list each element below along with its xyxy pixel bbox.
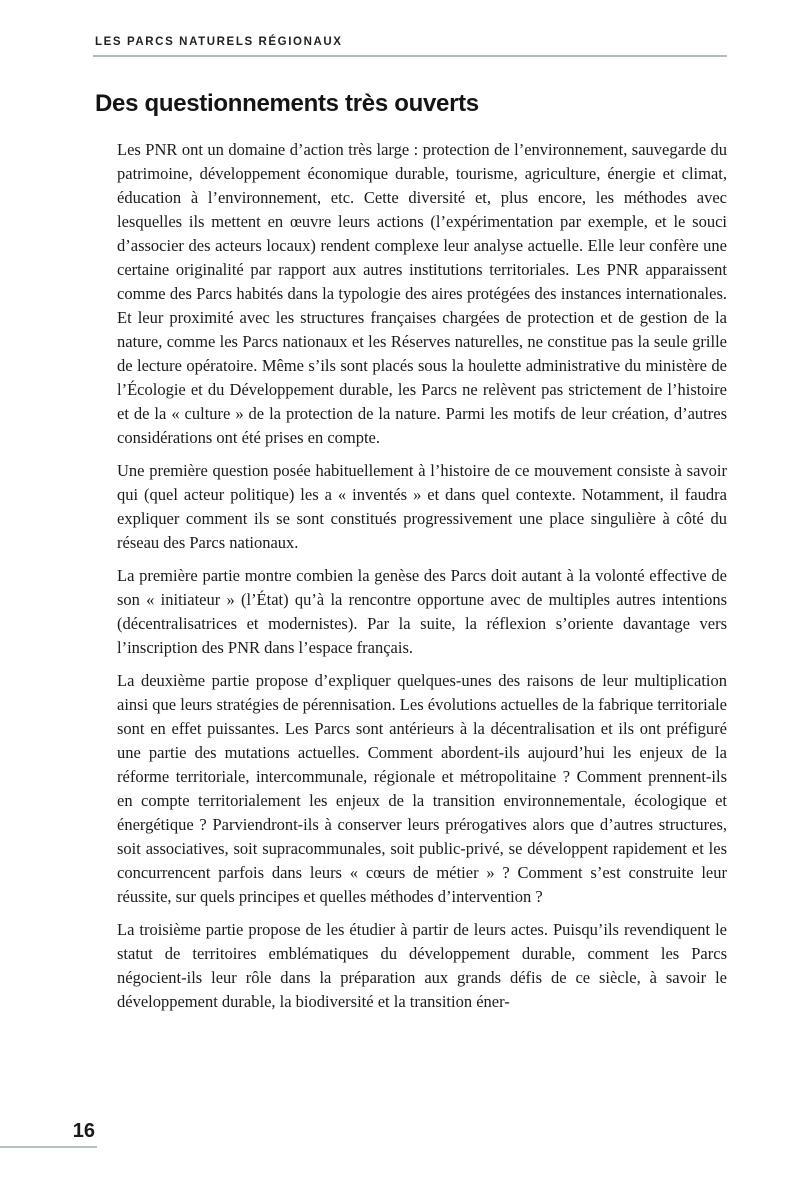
paragraph-5: La troisième partie propose de les étudier à partir de leurs actes. Puisqu’ils revendiquent le statut de territoires emblématiques du développement durable, comment les Parcs négocient-ils leur rôle dans la préparation aux grands défis de ce siècle, à savoir le développement durable, la biodiversité et la transition éner- xyxy=(117,920,727,1011)
section-title: Des questionnements très ouverts xyxy=(95,90,479,117)
running-header: LES PARCS NATURELS RÉGIONAUX xyxy=(95,36,343,48)
paragraph-1: Les PNR ont un domaine d’action très large : protection de l’environnement, sauvegarde du patrimoine, développement économique durable, tourisme, agriculture, énergie et climat, éducation à l’environnement, etc. Cette diversité et, plus encore, les méthodes avec lesquelles ils mettent en œuvre leurs actions (l’expérimentation par exemple, et le souci d’associer des acteurs locaux) rendent complexe leur analyse actuelle. Elle leur confère une certaine originalité par rapport aux autres institutions territoriales. Les PNR apparaissent comme des Parcs habités dans la typologie des aires protégées des instances internationales. Et leur proximité avec les structures françaises chargées de protection et de gestion de la nature, comme les Parcs nationaux et les Réserves naturelles, ne constitue pas la seule grille de lecture opératoire. Même s’ils sont placés sous la houlette administrative du ministère de l’Écologie et du Développement durable, les Parcs ne relèvent pas strictement de l’histoire et de la « culture » de la protection de la nature. Parmi les motifs de leur création, d’autres considérations ont été prises en compte. xyxy=(117,140,727,447)
paragraph-3: La première partie montre combien la genèse des Parcs doit autant à la volonté effective de son « initiateur » (l’État) qu’à la rencontre opportune avec de multiples autres intentions (décentralisatrices et modernistes). Par la suite, la réflexion s’oriente davantage vers l’inscription des PNR dans l’espace français. xyxy=(117,566,727,657)
page-number: 16 xyxy=(72,1120,95,1142)
footer-rule xyxy=(0,1146,97,1148)
header-rule xyxy=(93,55,727,57)
paragraph-4: La deuxième partie propose d’expliquer quelques-unes des raisons de leur multiplication ainsi que leurs stratégies de pérennisation. Les évolutions actuelles de la fabrique territoriale sont en effet puissantes. Les Parcs sont antérieurs à la décentralisation et ils ont préfiguré une partie des mutations actuelles. Comment abordent-ils aujourd’hui les enjeux de la réforme territoriale, intercommunale, régionale et métropolitaine ? Comment prennent-ils en compte territorialement les enjeux de la transition environnementale, écologique et énergétique ? Parviendront-ils à conserver leurs prérogatives alors que d’autres structures, soit associatives, soit supracommunales, soit public-privé, se développent rapidement et les concurrencent parfois dans leurs « cœurs de métier » ? Comment s’est construite leur réussite, sur quels principes et quelles méthodes d’intervention ? xyxy=(117,671,727,906)
body-text xyxy=(117,138,727,1023)
paragraph-2: Une première question posée habituellement à l’histoire de ce mouvement consiste à savoir qui (quel acteur politique) les a « inventés » et dans quel contexte. Notamment, il faudra expliquer comment ils se sont constitués progressivement une place singulière à côté du réseau des Parcs nationaux. xyxy=(117,461,727,552)
